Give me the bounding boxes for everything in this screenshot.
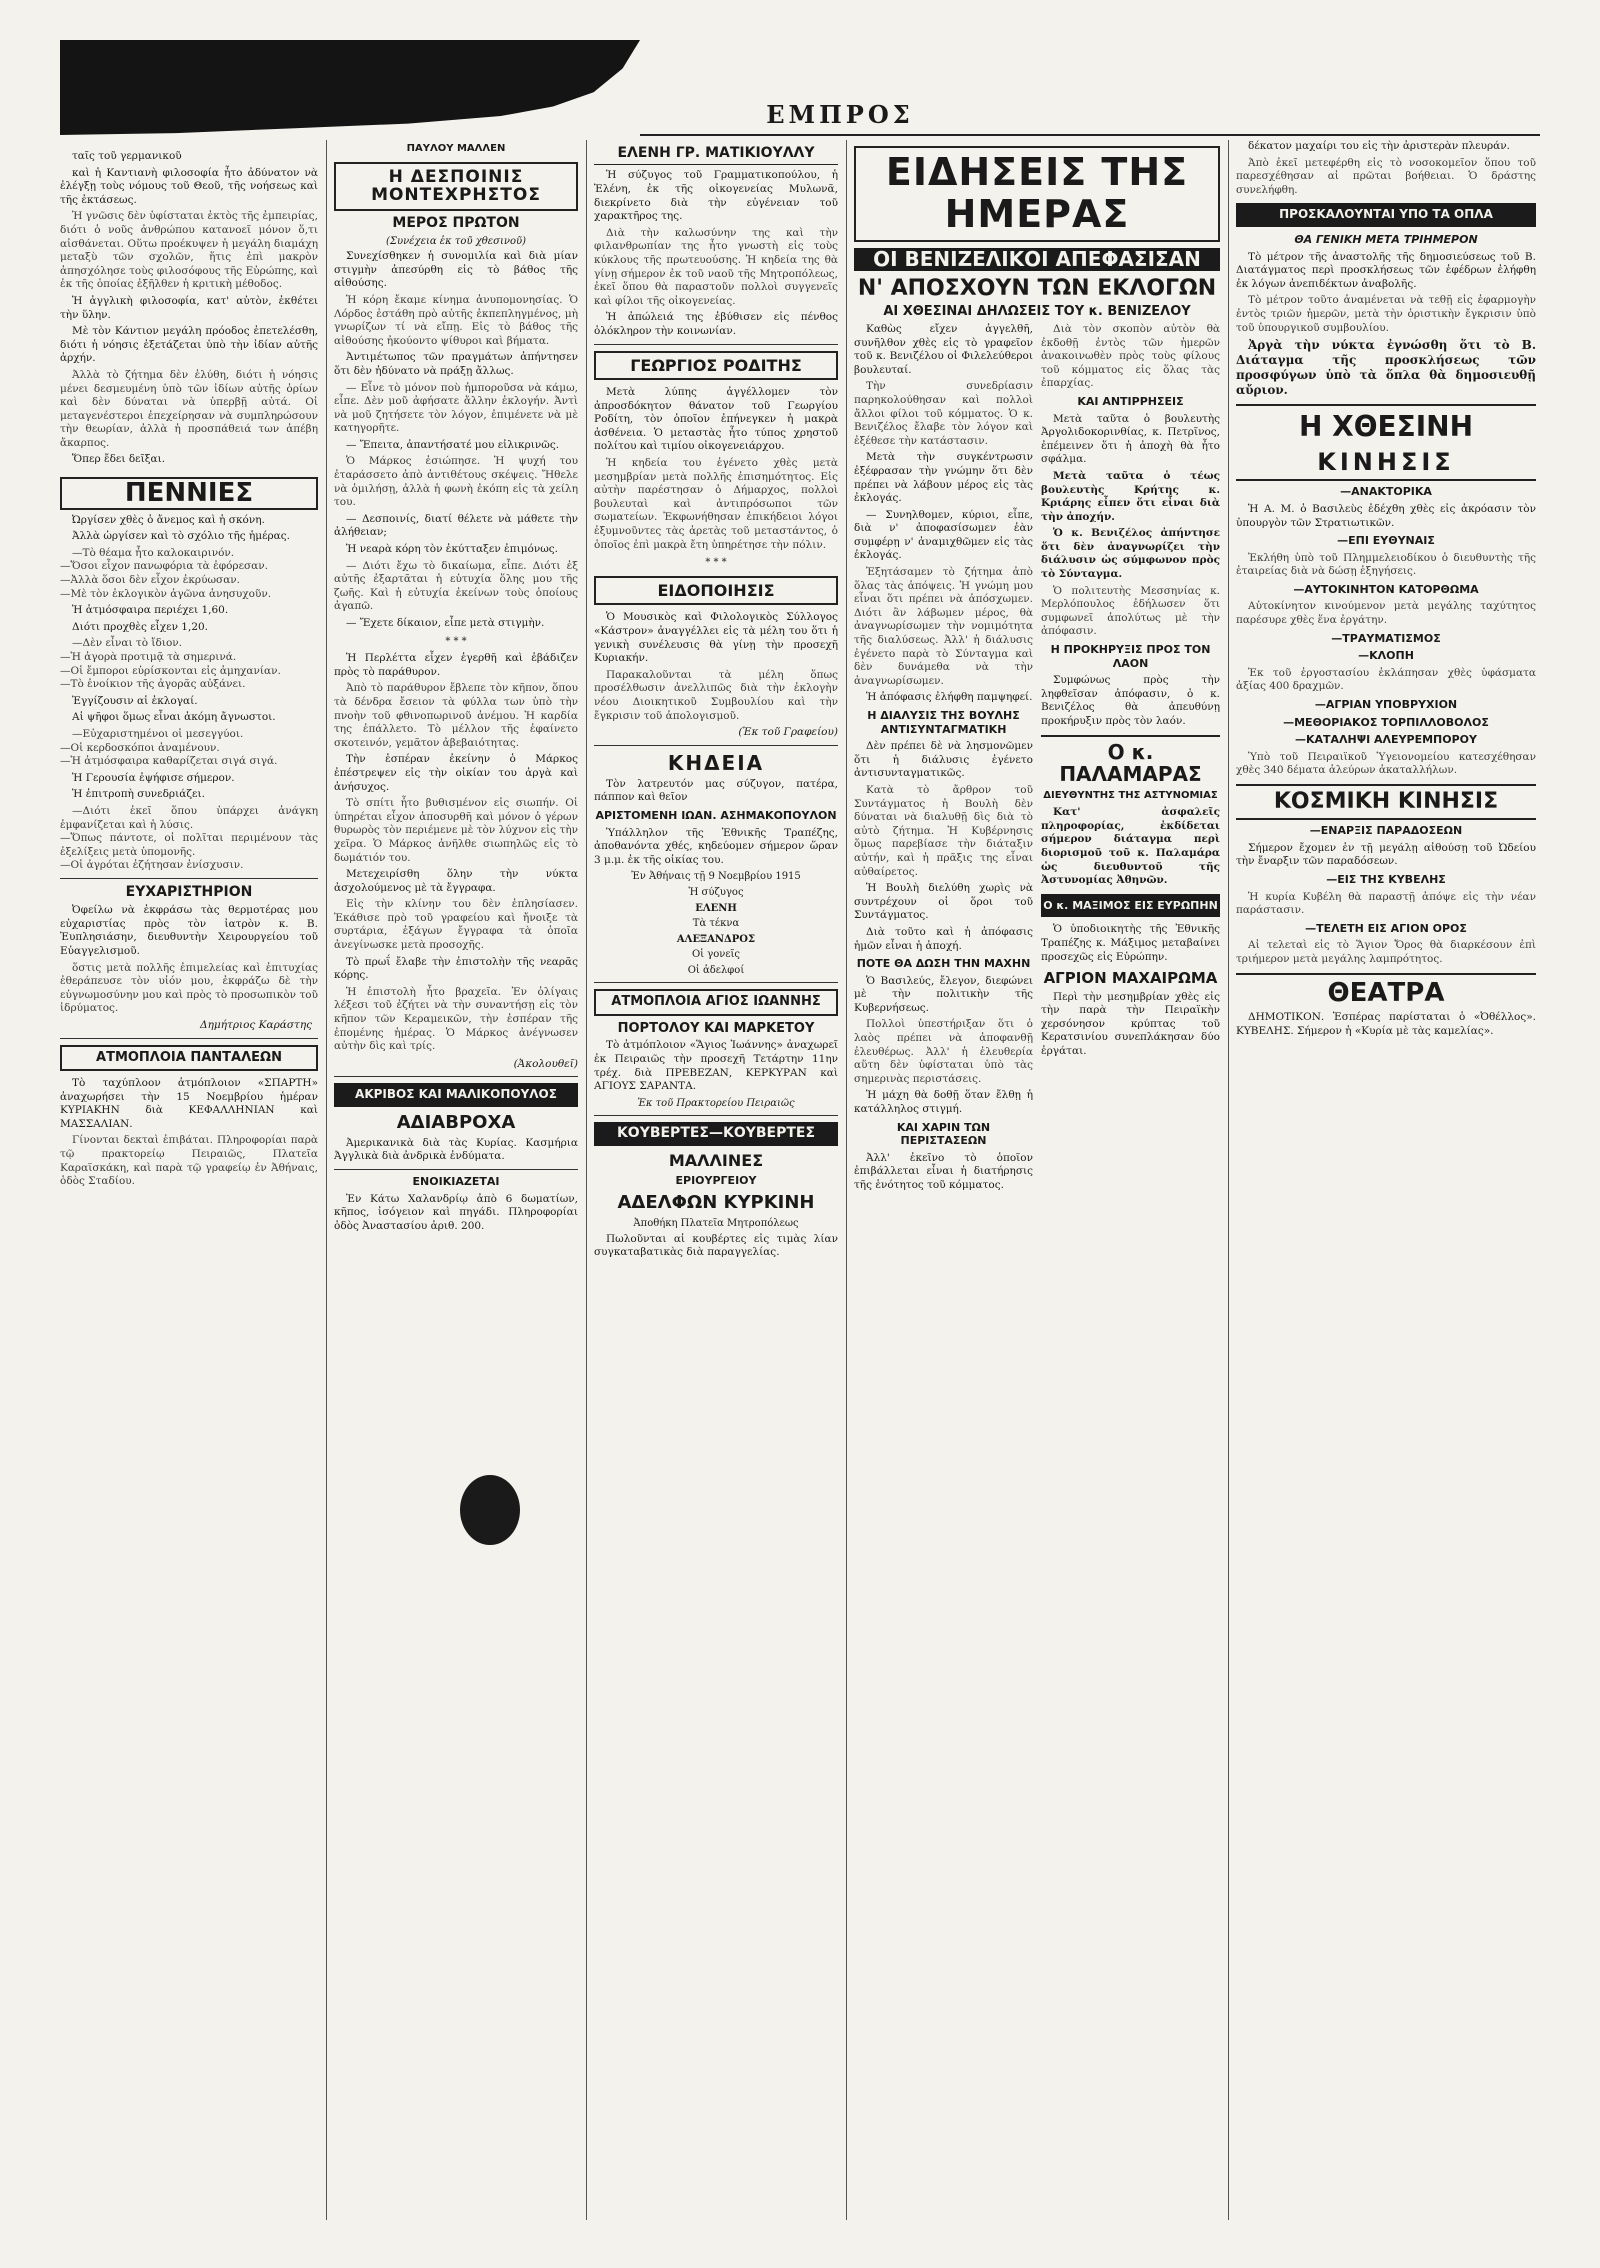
obituary-text: Μετὰ λύπης ἀγγέλλομεν τὸν ἀπροσδόκητον θάνατον τοῦ Γεωργίου Ροδίτη, τὸν ὁποῖον ἐπήνεγκεν ἡ μακρὰ ἀσθένεια. Ὁ μεταστὰς ἦτο τύπος χρηστοῦ πολίτου καὶ τιμίου οἰκογενειάρχου. xyxy=(594,386,838,453)
serial-title: Η ΔΕΣΠΟΙΝΙΣ ΜΟΝΤΕΧΡΗΣΤΟΣ xyxy=(334,162,578,211)
blankets-factory: ΕΡΙΟΥΡΓΕΙΟΥ xyxy=(675,1173,757,1187)
news1-sub: ΘΑ ΓΕΝΙΚΗ ΜΕΤΑ ΤΡΙΗΜΕΡΟΝ xyxy=(1294,232,1478,246)
funeral-intro: Τὸν λατρευτόν μας σύζυγον, πατέρα, πάππον καὶ θεῖον xyxy=(594,777,838,804)
ship-ad2-sign: Ἐκ τοῦ Πρακτορείου Πειραιῶς xyxy=(637,1097,795,1109)
thanks-signature: Δημήτριος Καράστης xyxy=(200,1019,312,1032)
news-text: Συμφώνως πρὸς τὴν ληφθεῖσαν ἀπόφασιν, ὁ κ. Βενιζέλος θὰ ἀπευθύνῃ προκήρυξιν πρὸς τὸν λαόν. xyxy=(1041,674,1220,727)
pennies-item: Ἀλλὰ ὠργίσεν καὶ τὸ σχόλιο τῆς ἡμέρας. xyxy=(72,530,290,543)
kinisis-item: —ΕΠΙ ΕΥΘΥΝΑΙΣ xyxy=(1337,534,1435,548)
serial-text: Ἡ νεαρὰ κόρη τὸν ἐκύτταξεν ἐπιμόνως. xyxy=(346,543,558,556)
ship-ad2-sub: ΠΟΡΤΟΛΟΥ ΚΑΙ ΜΑΡΚΕΤΟΥ xyxy=(617,1020,815,1036)
col1-text: Μὲ τὸν Κάντιον μεγάλη πρόοδος ἐπετελέσθη, διότι ἡ νόησις ἐξετάζεται ὑπὸ τὴν ἰδίαν αὐτῆς ἀρχήν. xyxy=(60,325,318,365)
news-filler: Διὰ τὸν σκοπὸν αὐτὸν θὰ ἐκδοθῇ ἐντὸς τῶν ἡμερῶν ἀνακοινωθὲν πρὸς τοὺς φίλους τοῦ κόμματος εἰς ὅλας τὰς ἐπαρχίας. xyxy=(1041,322,1220,390)
kinisis-item: —ΚΛΟΠΗ xyxy=(1358,649,1414,663)
kinisis-item: —ΜΕΘΟΡΙΑΚΟΣ ΤΟΡΠΙΛΛΟΒΟΛΟΣ xyxy=(1283,715,1489,729)
news-text: Μετὰ ταῦτα ὁ βουλευτὴς Ἀργολιδοκορινθίας, κ. Πετρῖνος, ἐπέμεινεν ὅτι ἡ ἀποχὴ θὰ ἦτο σφάλμα. xyxy=(1041,412,1220,466)
serial-text: Μετεχειρίσθη ὅλην τὴν νύκτα ἀσχολούμενος μὲ τὰ ἔγγραφα. xyxy=(334,868,578,894)
column-rule xyxy=(1228,140,1229,2220)
serial-filler: Ἀπὸ τὸ παράθυρον ἔβλεπε τὸν κῆπον, ὅπου τὰ δένδρα ἔσειον τὰ φύλλα των ὑπὸ τὴν πνοὴν τοῦ φθινοπωρινοῦ ἀνέμου. Ἡ καρδία της ἐπάλλετο. Τὸ μέλλον τῆς ἐφαίνετο σκοτεινόν, γεμᾶτον ἀβεβαιότητας. xyxy=(334,682,578,749)
funeral-signer: Οἱ ἀδελφοί xyxy=(687,964,745,976)
news1-bold: Ἀργὰ τὴν νύκτα ἐγνώσθη ὅτι τὸ Β. Διάταγμα τῆς προσκλήσεως τῶν προσφύγων ὑπὸ τὰ ὅπλα θὰ δημοσιευθῇ αὔριον. xyxy=(1236,338,1536,398)
col1-text: ταῖς τοῦ γερμανικοῦ xyxy=(72,150,182,162)
col5-filler: Αἱ τελεταὶ εἰς τὸ Ἅγιον Ὄρος θὰ διαρκέσουν ἐπὶ τριήμερον μετὰ μεγάλης λαμπρότητος. xyxy=(1236,939,1536,965)
thanks-title: ΕΥΧΑΡΙΣΤΗΡΙΟΝ xyxy=(125,883,253,900)
col1-text: καὶ ἡ Καντιανὴ φιλοσοφία ἦτο ἀδύνατον νὰ ἐλέγξῃ τοὺς νόμους τοῦ Θεοῦ, τῆς νοήσεως καὶ τῆς ἐκτάσεως. xyxy=(60,166,318,206)
blankets-text: Πωλοῦνται αἱ κουβέρτες εἰς τιμὰς λίαν συγκαταβατικὰς διὰ παραγγελίας. xyxy=(594,1232,838,1259)
pennies-item: Αἱ ψῆφοι ὅμως εἶναι ἀκόμη ἄγνωστοι. xyxy=(72,711,276,724)
col5-filler: Ἐκ τοῦ ἐργοστασίου ἐκλάπησαν χθὲς ὑφάσματα ἀξίας 400 δραχμῶν. xyxy=(1236,666,1536,693)
news-text: Διὰ τοῦτο καὶ ἡ ἀπόφασις ἡμῶν εἶναι ἡ ἀποχή. xyxy=(854,925,1033,952)
column-1 xyxy=(60,140,318,2220)
news-subhead: Η ΔΙΑΛΥΣΙΣ ΤΗΣ ΒΟΥΛΗΣ ΑΝΤΙΣΥΝΤΑΓΜΑΤΙΚΗ xyxy=(867,709,1020,736)
serial-text: Συνεχίσθηκεν ἡ συνομιλία καὶ διὰ μίαν στιγμὴν ἀπεσύρθη εἰς τὸ βάθος τῆς αἰθούσης. xyxy=(334,250,578,290)
col5-filler: Ἡ κυρία Κυβέλη θὰ παραστῇ ἀπόψε εἰς τὴν νέαν παράστασιν. xyxy=(1236,890,1536,917)
funeral-date: Ἐν Ἀθήναις τῇ 9 Νοεμβρίου 1915 xyxy=(631,871,801,883)
news-subhead: ΚΑΙ ΧΑΡΙΝ ΤΩΝ ΠΕΡΙΣΤΑΣΕΩΝ xyxy=(896,1120,991,1148)
news-text: Ὁ Βασιλεύς, ἔλεγον, διεφώνει μὲ τὴν πολιτικὴν τῆς Κυβερνήσεως. xyxy=(854,974,1033,1014)
funeral-signer: Ἡ σύζυγος xyxy=(688,886,744,898)
ad-raincoats-title: ΑΔΙΑΒΡΟΧΑ xyxy=(396,1112,516,1133)
pennies-item: Ἡ Γερουσία ἐψήφισε σήμερον. xyxy=(72,771,235,784)
funeral-title: ΚΗΔΕΙΑ xyxy=(667,750,765,775)
col5-filler: Ὑπὸ τοῦ Πειραιϊκοῦ Ὑγειονομείου κατεσχέθησαν χθὲς 340 δέματα ἀλεύρων ἀκαταλλήλων. xyxy=(1236,750,1536,777)
serial-text: — Ἔπειτα, ἀπαντήσατέ μου εἰλικρινῶς. xyxy=(346,438,560,451)
notice-title: ΕΙΔΟΠΟΙΗΣΙΣ xyxy=(594,576,838,606)
serial-filler: — Διότι ἔχω τὸ δικαίωμα, εἶπε. Διότι ἐξ αὐτῆς ἐξαρτᾶται ἡ εὐτυχία ὅλης μου τῆς ζωῆς. Καὶ ἡ εὐτυχία ἐκείνων τοὺς ὁποίους ἀγαπῶ. xyxy=(334,559,578,613)
kosmiki-item: —ΕΙΣ ΤΗΣ ΚΥΒΕΛΗΣ xyxy=(1326,872,1446,886)
ship-ad2-text: Τὸ ἀτμόπλοιον «Ἅγιος Ἰωάννης» ἀναχωρεῖ ἐκ Πειραιῶς τὴν προσεχῆ Τετάρτην 11ην τρέχ. διὰ ΠΡΕΒΕΖΑΝ, ΚΕΡΚΥΡΑΝ καὶ ΑΓΙΟΥΣ ΣΑΡΑΝΤΑ. xyxy=(594,1039,838,1093)
news-filler: Κατὰ τὸ ἄρθρον τοῦ Συντάγματος ἡ Βουλὴ δὲν δύναται νὰ διαλυθῇ δὶς διὰ τὸ αὐτὸ ζήτημα. Ἡ Κυβέρνησις ὅμως παρεβίασε τὴν διάταξιν αὐτήν, καὶ ἡ πρᾶξις της εἶναι αὐθαίρετος. xyxy=(854,783,1033,878)
top-article-text: Ἡ σύζυγος τοῦ Γραμματικοπούλου, ἡ Ἑλένη, ἐκ τῆς οἰκογενείας Μυλωνᾶ, διεκρίνετο διὰ τὴν εὐγένειαν τοῦ χαρακτῆρος της. xyxy=(594,169,838,223)
pennies-item: Ὠργίσεν χθὲς ὁ ἄνεμος καὶ ἡ σκόνη. xyxy=(72,513,265,526)
serial-filler: Εἰς τὴν κλίνην του δὲν ἐπλησίασεν. Ἐκάθισε πρὸ τοῦ γραφείου καὶ ἤνοιξε τὰ συρτάρια, ἐξάγων ἔγγραφα τὰ ὁποῖα ἀνεγίνωσκε μετὰ προσοχῆς. xyxy=(334,898,578,952)
serial-filler: Ἡ ἐπιστολὴ ἦτο βραχεῖα. Ἐν ὀλίγαις λέξεσι τοῦ ἐζήτει νὰ τὴν συναντήσῃ εἰς τὸν κῆπον τῶν Κεραμεικῶν, τὴν ἑσπέραν τῆς ἐπομένης ἡμέρας. Ὁ Μάρκος ἀνέγνωσεν αὐτὴν δὶς καὶ τρίς. xyxy=(334,985,578,1053)
knife-title: ΑΓΡΙΟΝ ΜΑΧΑΙΡΩΜΑ xyxy=(1043,969,1218,988)
col1-filler: Ἡ γνῶσις δὲν ὑφίσταται ἐκτὸς τῆς ἐμπειρίας, διότι ὁ νοῦς ἀνθρώπου κατανοεῖ μόνον ὅ,τι αἰσθάνεται. Οὕτω προέκυψεν ἡ μεγάλη διαμάχη μεταξὺ τῶν σχολῶν, ἥτις ἐπὶ μακρὸν ἀπησχόλησε τοὺς φιλοσόφους τῆς Εὐρώπης, καὶ ἐκ τῆς ὁποίας ἐξῆλθεν ἡ κριτικὴ μέθοδος. xyxy=(60,210,318,291)
news-text: Καθὼς εἴχεν ἀγγελθῆ, συνῆλθον χθὲς εἰς τὸ γραφεῖον τοῦ κ. Βενιζέλου οἱ Φιλελεύθεροι βουλευταί. xyxy=(854,322,1033,376)
serial-text: — Δεσποινίς, διατί θέλετε νὰ μάθετε τὴν ἀλήθειαν; xyxy=(334,512,578,539)
serial-text: — Ἔχετε δίκαιον, εἶπε μετὰ στιγμὴν. xyxy=(346,617,545,629)
col3-filler: Παρακαλοῦνται τὰ μέλη ὅπως προσέλθωσιν ἀνελλιπῶς διὰ τὴν ἐκλογὴν νέου Διοικητικοῦ Συμβουλίου καὶ τὴν ἔγκρισιν τοῦ ἀπολογισμοῦ. xyxy=(594,668,838,722)
top-rule xyxy=(640,134,1540,136)
news1-title: ΠΡΟΣΚΑΛΟΥΝΤΑΙ ΥΠΟ ΤΑ ΟΠΛΑ xyxy=(1236,203,1536,227)
kosmiki-item: —ΤΕΛΕΤΗ ΕΙΣ ΑΓΙΟΝ ΟΡΟΣ xyxy=(1305,921,1467,935)
main-headline-2: Ν' ΑΠΟΣΧΟΥΝ ΤΩΝ ΕΚΛΟΓΩΝ xyxy=(857,276,1217,302)
col5-text: δέκατον μαχαίρι του εἰς τὴν ἀριστερὰν πλευράν. xyxy=(1248,140,1510,152)
news-subcol-left xyxy=(854,323,1033,1196)
serial-text: Τὴν ἑσπέραν ἐκείνην ὁ Μάρκος ἐπέστρεψεν εἰς τὴν οἰκίαν του ἀργὰ καὶ ἀνήσυχος. xyxy=(334,753,578,793)
serial-text: Ἀντιμέτωπος τῶν πραγμάτων ἀπήντησεν ὅτι δὲν ἠδύνατο νὰ πράξῃ ἄλλως. xyxy=(334,351,578,377)
main-headline-3: ΑΙ ΧΘΕΣΙΝΑΙ ΔΗΛΩΣΕΙΣ ΤΟΥ κ. ΒΕΝΙΖΕΛΟΥ xyxy=(883,304,1191,320)
funeral-signer: ΑΛΕΞΑΝΔΡΟΣ xyxy=(676,933,756,945)
serial-continued: (Συνέχεια ἐκ τοῦ χθεσινοῦ) xyxy=(386,235,526,247)
newspaper-page xyxy=(60,140,1540,2220)
news-banner: ΕΙΔΗΣΕΙΣ ΤΗΣ ΗΜΕΡΑΣ xyxy=(854,146,1220,242)
maximos-title: Ο κ. ΜΑΞΙΜΟΣ ΕΙΣ ΕΥΡΩΠΗΝ xyxy=(1041,894,1220,918)
palamaras-title: Ο κ. ΠΑΛΑΜΑΡΑΣ xyxy=(1041,735,1220,785)
col3-filler: Διὰ τὴν καλωσύνην της καὶ τὴν φιλανθρωπίαν της ἦτο γνωστὴ εἰς τοὺς κύκλους τῆς πρωτευούσης. Ἡ κηδεία της θὰ γίνῃ σήμερον ἐκ τοῦ ναοῦ τῆς Μητροπόλεως, ἐκεῖ ὅπου θὰ παραστοῦν πολλοὶ συγγενεῖς καὶ φίλοι τῆς οἰκογενείας. xyxy=(594,226,838,307)
serial-to-be-continued: (Ἀκολουθεῖ) xyxy=(513,1057,578,1070)
ink-smear xyxy=(460,1475,520,1545)
column-4 xyxy=(854,140,1220,2220)
torn-edge xyxy=(60,40,640,135)
funeral-name: ΑΡΙΣΤΟΜΕΝΗ ΙΩΑΝ. ΑΣΗΜΑΚΟΠΟΥΛΟΝ xyxy=(595,808,837,822)
kinisis-item: —ΑΥΤΟΚΙΝΗΤΟΝ ΚΑΤΟΡΘΩΜΑ xyxy=(1293,582,1479,596)
funeral-signer: Τὰ τέκνα xyxy=(692,918,740,930)
news-filler: Πολλοὶ ὑπεστήριξαν ὅτι ὁ λαὸς πρέπει νὰ ἀποφανθῇ ἐλευθέρως. Ἀλλ' ἡ ἐλευθερία αὕτη δὲν ὑφίσταται ὑπὸ τὰς σημερινὰς περιστάσεις. xyxy=(854,1018,1033,1085)
serial-filler: Τὸ σπίτι ἦτο βυθισμένον εἰς σιωπήν. Οἱ ὑπηρέται εἶχον ἀποσυρθῆ καὶ μόνον ὁ γέρων θυρωρὸς τὸν περιέμενε μὲ τὸν λύχνον εἰς τὴν χεῖρα. Ὁ Μάρκος ἀνῆλθε σιωπηλῶς εἰς τὸ δωμάτιόν του. xyxy=(334,797,578,864)
thanks-text: Ὀφείλω νὰ ἐκφράσω τὰς θερμοτέρας μου εὐχαριστίας πρὸς τὸν ἰατρὸν κ. Β. Ἐυπλησιάσην, διευθυντὴν Χειρουργείου τοῦ Εὐαγγελισμοῦ. xyxy=(60,904,318,958)
col5-filler: Τὸ μέτρον τοῦτο ἀναμένεται νὰ τεθῇ εἰς ἐφαρμογὴν ἐντὸς τριῶν ἡμερῶν, μετὰ τὴν ὁριστικὴν ἔγκρισιν ὑπὸ τοῦ ὑπουργικοῦ συμβουλίου. xyxy=(1236,294,1536,334)
column-3 xyxy=(594,140,838,2220)
col1-filler: Ἀλλὰ τὸ ζήτημα δὲν ἐλύθη, διότι ἡ νόησις μένει δεσμευμένη ὑπὸ τῶν ἰδίων αὐτῆς ὁρίων καὶ δὲν δύναται νὰ ὑπερβῇ αὐτά. Οἱ μεταγενέστεροι ἐπεχείρησαν νὰ συμπληρώσουν τὴν θεωρίαν, ἀλλὰ ἡ προσπάθειά των ἀπέβη ἄκαρπος. xyxy=(60,368,318,449)
obituary-title: ΓΕΩΡΓΙΟΣ ΡΟΔΙΤΗΣ xyxy=(594,351,838,381)
kinisis-text: Ἡ Α. Μ. ὁ Βασιλεὺς ἐδέχθη χθὲς εἰς ἀκρόασιν τὸν ὑπουργὸν τῶν Στρατιωτικῶν. xyxy=(1236,502,1536,529)
news-text: — Συνηλθομεν, κύριοι, εἶπε, διὰ ν' ἀποφασίσωμεν ἐὰν συμφέρῃ ν' ἀναμιχθῶμεν εἰς τὰς ἐκλογάς. xyxy=(854,508,1033,562)
xthes-title: Η ΧΘΕΣΙΝΗ xyxy=(1236,404,1536,443)
pennies-item: Ἡ ἐπιτροπὴ συνεδριάζει. xyxy=(72,788,205,801)
news-subcol-right xyxy=(1041,323,1220,1196)
maximos-text: Ὁ ὑποδιοικητὴς τῆς Ἐθνικῆς Τραπέζης κ. Μάξιμος μεταβαίνει προσεχῶς εἰς Εὐρώπην. xyxy=(1041,923,1220,963)
news-text: Ἡ Βουλὴ διελύθη χωρὶς νὰ συντρέχουν οἱ ὅροι τοῦ Συντάγματος. xyxy=(854,882,1033,922)
palamaras-sub: ΔΙΕΥΘΥΝΤΗΣ ΤΗΣ ΑΣΤΥΝΟΜΙΑΣ xyxy=(1043,789,1218,801)
col1-text: Ὅπερ ἔδει δεῖξαι. xyxy=(72,453,166,466)
col1-filler: —Τὸ θέαμα ἦτο καλοκαιρινόν. —Ὅσοι εἶχον πανωφόρια τὰ ἐφόρεσαν. —Ἀλλὰ ὅσοι δὲν εἶχον ἐκρύωσαν. —Μὲ τὸν ἐκλογικὸν ἀγῶνα ἀνησυχοῦν. xyxy=(60,546,272,600)
blankets-address: Ἀποθήκη Πλατεῖα Μητροπόλεως xyxy=(633,1217,799,1229)
col1-filler: ὅστις μετὰ πολλῆς ἐπιμελείας καὶ ἐπιτυχίας ἐθεράπευσε τὸν υἱόν μου, ἐκφράζω δὲ τὴν εὐγνωμοσύνην μου καὶ πρὸς τὸ προσωπικὸν τοῦ ἱδρύματος. xyxy=(60,961,318,1015)
pennies-title: ΠΕΝΝΙΕΣ xyxy=(60,477,318,510)
news-filler: Ὁ πολιτευτὴς Μεσσηνίας κ. Μερλόπουλος ἐδήλωσεν ὅτι συμφωνεῖ ἀπολύτως μὲ τὴν ἀπόφασιν. xyxy=(1041,584,1220,638)
ad-rent-title: ΕΝΟΙΚΙΑΖΕΤΑΙ xyxy=(412,1174,500,1188)
funeral-text: Ὑπάλληλον τῆς Ἐθνικῆς Τραπέζης, ἀποθανόντα χθές, κηδεύομεν σήμερον ὥραν 3 μ.μ. ἐκ τῆς οἰκίας του. xyxy=(594,826,838,866)
news-text: Ἀλλ' ἐκεῖνο τὸ ὁποῖον ἐπιβάλλεται εἶναι ἡ διατήρησις τῆς ἑνότητος τοῦ κόμματος. xyxy=(854,1151,1033,1191)
serial-filler: Ἡ κόρη ἔκαμε κίνημα ἀνυπομονησίας. Ὁ Λόρδος ἐστάθη πρὸ αὐτῆς ἐκπεπληγμένος, μὴ γνωρίζων τί νὰ εἴπῃ. Εἰς τὸ βάθος τῆς αἰθούσης ἠκούοντο ψίθυροι καὶ βήματα. xyxy=(334,293,578,347)
column-rule xyxy=(586,140,587,2220)
column-2 xyxy=(334,140,578,2220)
news-filler: Ἐξητάσαμεν τὸ ζήτημα ἀπὸ ὅλας τὰς ἀπόψεις. Ἡ γνώμη μου εἶναι ὅτι πρέπει νὰ ἀπόσχωμεν. Διότι ἂν λάβωμεν μέρος, θὰ ἀναγνωρίσωμεν τὴν νομιμότητα τῆς διαλύσεως. Ἀλλ' ἡ διάλυσις ἐγένετο παρὰ τὸ Σύνταγμα καὶ δὲν δυνάμεθα νὰ τὴν ἀναγνωρίσωμεν. xyxy=(854,566,1033,687)
main-headline: ΟΙ ΒΕΝΙΖΕΛΙΚΟΙ ΑΠΕΦΑΣΙΣΑΝ xyxy=(854,248,1220,272)
pennies-item: Διότι προχθὲς εἶχεν 1,20. xyxy=(72,620,209,633)
notice-signature: (Ἐκ τοῦ Γραφείου) xyxy=(738,726,838,739)
col3-filler: Ἡ κηδεία του ἐγένετο χθὲς μετὰ μεσημβρίαν μετὰ πολλῆς ἐπισημότητος. Εἰς αὐτὴν παρέστησαν ὁ Δήμαρχος, πολλοὶ βουλευταὶ καὶ ἀντιπρόσωποι τῶν σωματείων. Ἐκφωνήθησαν ἐπικήδειοι λόγοι ἐξυμνοῦντες τὰς ἀρετὰς τοῦ μεταστάντος, ὁ ὁποῖος ἐπὶ μακρὰ ἔτη ὑπηρέτησε τὴν πόλιν. xyxy=(594,457,838,551)
kinisis-item: —ΤΡΑΥΜΑΤΙΣΜΟΣ xyxy=(1331,631,1441,645)
col1-filler: —Διότι ἐκεῖ ὅπου ὑπάρχει ἀνάγκη ἐμφανίζεται καὶ ἡ λύσις. —Ὅπως πάντοτε, οἱ πολῖται περιμένουν τὰς ἐξελίξεις μετὰ ὑπομονῆς. —Οἱ ἀγρόται ἐζήτησαν ἐνίσχυσιν. xyxy=(60,804,318,872)
funeral-signer: Οἱ γονεῖς xyxy=(691,949,741,961)
palamaras-text: Κατ' ἀσφαλεῖς πληροφορίας, ἐκδίδεται σήμερον διάταγμα περὶ διορισμοῦ τοῦ κ. Παλαμάρα ὡς διευθυντοῦ τῆς Ἀστυνομίας Ἀθηνῶν. xyxy=(1041,806,1220,887)
ship-ad-text: Τὸ ταχύπλοον ἀτμόπλοιον «ΣΠΑΡΤΗ» ἀναχωρήσει τὴν 15 Νοεμβρίου ἡμέραν ΚΥΡΙΑΚΗΝ διὰ ΚΕΦΑΛΛΗΝΙΑΝ καὶ ΜΑΣΣΑΛΙΑΝ. xyxy=(60,1076,318,1130)
kosmiki-title: ΚΟΣΜΙΚΗ ΚΙΝΗΣΙΣ xyxy=(1236,784,1536,820)
knife-text: Περὶ τὴν μεσημβρίαν χθὲς εἰς τὴν παρὰ τὴν Πειραϊκὴν χερσόνησον κρύπτας τοῦ Κερατσινίου συνεπλάκησαν δύο ἐργάται. xyxy=(1041,990,1220,1057)
ad-raincoats-text: Ἀμερικανικὰ διὰ τὰς Κυρίας. Κασμήρια Ἀγγλικὰ διὰ ἀνδρικὰ ἐνδύματα. xyxy=(334,1136,578,1163)
section-stars: * * * xyxy=(445,635,467,647)
ad-rent-text: Ἐν Κάτω Χαλανδρίῳ ἀπὸ 6 δωματίων, κῆπος, ἰσόγειον καὶ πηγάδι. Πληροφορίαι ὁδὸς Ἀναστασίου ἀριθ. 200. xyxy=(334,1192,578,1232)
funeral-signer: ΕΛΕΝΗ xyxy=(695,902,737,914)
news-bold-text: Ὁ κ. Βενιζέλος ἀπήντησε ὅτι δὲν ἀναγνωρίζει τὴν διάλυσιν ὡς σύμφωνον πρὸς τὸ Σύνταγμα. xyxy=(1041,527,1220,581)
ship-ad2-title: ΑΤΜΟΠΛΟΙΑ ΑΓΙΟΣ ΙΩΑΝΝΗΣ xyxy=(594,989,838,1015)
kosmiki-text: Σήμερον ἔχομεν ἐν τῇ μεγάλῃ αἰθούσῃ τοῦ Ὠδείου τὴν ἔναρξιν τῶν παραδόσεων. xyxy=(1236,841,1536,868)
top-article-text: Ἡ ἀπώλειά της ἐβύθισεν εἰς πένθος ὁλόκληρον τὴν κοινωνίαν. xyxy=(594,311,838,337)
serial-kicker: ΠΑΥΛΟΥ ΜΑΛΛΕΝ xyxy=(406,143,506,154)
notice-text: Ὁ Μουσικὸς καὶ Φιλολογικὸς Σύλλογος «Κάστρον» ἀναγγέλλει εἰς τὰ μέλη του ὅτι ἡ γενικὴ συνέλευσις θὰ γίνῃ τὴν προσεχῆ Κυριακήν. xyxy=(594,611,838,665)
col5-filler: Ἀπὸ ἐκεῖ μετεφέρθη εἰς τὸ νοσοκομεῖον ὅπου τοῦ παρεσχέθησαν αἱ πρῶται βοήθειαι. Ὁ δράστης συνελήφθη. xyxy=(1236,156,1536,196)
news-text: Μετὰ τὴν συγκέντρωσιν ἐξέφρασαν τὴν γνώμην ὅτι δὲν πρέπει νὰ λάβουν μέρος εἰς τὰς ἐκλογάς. xyxy=(854,451,1033,505)
blankets-sub: ΜΑΛΛΙΝΕΣ xyxy=(668,1150,764,1170)
ad-raincoats-brand: ΑΚΡΙΒΟΣ ΚΑΙ ΜΑΛΙΚΟΠΟΥΛΟΣ xyxy=(334,1083,578,1107)
news-text: Ἡ ἀπόφασις ἐλήφθη παμψηφεί. xyxy=(866,691,1033,704)
blankets-title: ΚΟΥΒΕΡΤΕΣ—ΚΟΥΒΕΡΤΕΣ xyxy=(594,1122,838,1146)
serial-part: ΜΕΡΟΣ ΠΡΩΤΟΝ xyxy=(392,214,520,231)
col1-filler: —Δὲν εἶναι τὸ ἴδιον. —Ἡ ἀγορὰ προτιμᾷ τὰ σημερινά. —Οἱ ἔμποροι εὑρίσκονται εἰς ἀμηχανίαν. —Τὸ ἐνοίκιον τῆς ἀγορᾶς αὐξάνει. xyxy=(60,637,281,691)
column-5 xyxy=(1236,140,1536,2220)
kinisis-item: —ΑΝΑΚΤΟΡΙΚΑ xyxy=(1340,485,1432,499)
news-subhead: Η ΠΡΟΚΗΡΥΞΙΣ ΠΡΟΣ ΤΟΝ ΛΑΟΝ xyxy=(1050,643,1211,670)
news-filler: Τὴν συνεδρίασιν παρηκολούθησαν καὶ πολλοὶ ἄλλοι φίλοι τοῦ κόμματος. Ὁ κ. Βενιζέλος ἔλαβε τὸν λόγον καὶ ἐξέθεσε τὴν κατάστασιν. xyxy=(854,380,1033,447)
serial-filler: Ὁ Μάρκος ἐσιώπησε. Ἡ ψυχή του ἐταράσσετο ἀπὸ ἀντιθέτους σκέψεις. Ἤθελε νὰ ὁμιλήσῃ, ἀλλὰ ἡ φωνὴ ἐκόπη εἰς τὰ χείλη του. xyxy=(334,455,578,509)
kinisis-item: —ΚΑΤΑΛΗΨΙ ΑΛΕΥΡΕΜΠΟΡΟΥ xyxy=(1294,733,1477,747)
theatre-title: ΘΕΑΤΡΑ xyxy=(1236,973,1536,1008)
col1-text: Ἡ ἀγγλικὴ φιλοσοφία, κατ' αὐτὸν, ἐκθέτει τὴν ὕλην. xyxy=(60,294,318,321)
pennies-item: Ἡ ἀτμόσφαιρα περιέχει 1,60. xyxy=(72,604,229,617)
col5-filler: Ἐκλήθη ὑπὸ τοῦ Πλημμελειοδίκου ὁ διευθυντὴς τῆς ἑταιρείας διὰ νὰ δώσῃ ἐξηγήσεις. xyxy=(1236,551,1536,578)
ship-ad-title: ΑΤΜΟΠΛΟΙΑ ΠΑΝΤΑΛΕΩΝ xyxy=(60,1045,318,1071)
top-article-title: ΕΛΕΝΗ ΓΡ. ΜΑΤΙΚΙΟΥΛΛΥ xyxy=(594,146,838,165)
news-bold-text: Μετὰ ταῦτα ὁ τέως βουλευτὴς Κρήτης κ. Κριάρης εἶπεν ὅτι εἶναι διὰ τὴν ἀποχήν. xyxy=(1041,469,1220,523)
serial-filler: — Εἶνε τὸ μόνον ποὺ ἠμποροῦσα νὰ κάμω, εἶπε. Δὲν μοῦ ἀφήσατε ἄλλην ἐκλογήν. Ἀντὶ νὰ μοῦ ζητήσετε τὸν λόγον, ἐπιμένετε νὰ μὲ κατηγορῆτε. xyxy=(334,381,578,435)
blankets-brand: ΑΔΕΛΦΩΝ ΚΥΡΚΙΝΗ xyxy=(617,1192,815,1214)
section-stars: * * * xyxy=(705,557,727,569)
col1-filler: —Εὐχαριστημένοι οἱ μεσεγγύοι. —Οἱ κερδοσκόποι ἀναμένουν. —Ἡ ἀτμόσφαιρα καθαρίζεται σιγά σιγά. xyxy=(60,727,278,768)
column-rule xyxy=(326,140,327,2220)
kosmiki-item: —ΕΝΑΡΞΙΣ ΠΑΡΑΔΟΣΕΩΝ xyxy=(1309,824,1463,838)
serial-text: Ἡ Περλέττα εἶχεν ἐγερθῆ καὶ ἐβάδιζεν πρὸς τὸ παράθυρον. xyxy=(334,652,578,678)
news-subhead: ΠΟΤΕ ΘΑ ΔΩΣΗ ΤΗΝ ΜΑΧΗΝ xyxy=(856,957,1031,971)
column-rule xyxy=(846,140,847,2220)
serial-text: Τὸ πρωΐ ἔλαβε τὴν ἐπιστολὴν τῆς νεαρᾶς κόρης. xyxy=(334,955,578,982)
masthead: ΕΜΠΡΟΣ xyxy=(766,100,914,129)
pennies-item: Ἐγγίζουσιν αἱ ἐκλογαί. xyxy=(72,694,198,707)
kinisis-title: ΚΙΝΗΣΙΣ xyxy=(1236,449,1536,481)
col5-filler: Αὐτοκίνητον κινούμενον μετὰ μεγάλης ταχύτητος παρέσυρε χθὲς ἕνα ἐργάτην. xyxy=(1236,600,1536,627)
col1-filler: Γίνονται δεκταὶ ἐπιβάται. Πληροφορίαι παρὰ τῷ πρακτορείῳ Πειραιῶς, Πλατεῖα Καραϊσκάκη, καὶ παρὰ τῷ γραφείῳ ἐν Ἀθήναις, ὁδὸς Σταδίου. xyxy=(60,1134,318,1188)
news1-text: Τὸ μέτρον τῆς ἀναστολῆς τῆς δημοσιεύσεως τοῦ Β. Διατάγματος περὶ προσκλήσεως τῶν ἐφέδρων ἐλήφθη ἐκ λόγων ἀνεπιδέκτων ἀναβολῆς. xyxy=(1236,250,1536,290)
news-subhead: ΚΑΙ ΑΝΤΙΡΡΗΣΕΙΣ xyxy=(1077,394,1184,408)
kinisis-item: —ΑΓΡΙΑΝ ΥΠΟΒΡΥΧΙΟΝ xyxy=(1314,698,1458,712)
news-text: Δὲν πρέπει δὲ νὰ λησμονῶμεν ὅτι ἡ διάλυσις ἐγένετο ἀντισυνταγματικῶς. xyxy=(854,740,1033,780)
news-text: Ἡ μάχη θὰ δοθῇ ὅταν ἔλθῃ ἡ κατάλληλος στιγμή. xyxy=(854,1089,1033,1116)
theatre-text: ΔΗΜΟΤΙΚΟΝ. Ἑσπέρας παρίσταται ὁ «Ὀθέλλος». ΚΥΒΕΛΗΣ. Σήμερον ἡ «Κυρία μὲ τὰς καμελίας». xyxy=(1236,1011,1536,1037)
